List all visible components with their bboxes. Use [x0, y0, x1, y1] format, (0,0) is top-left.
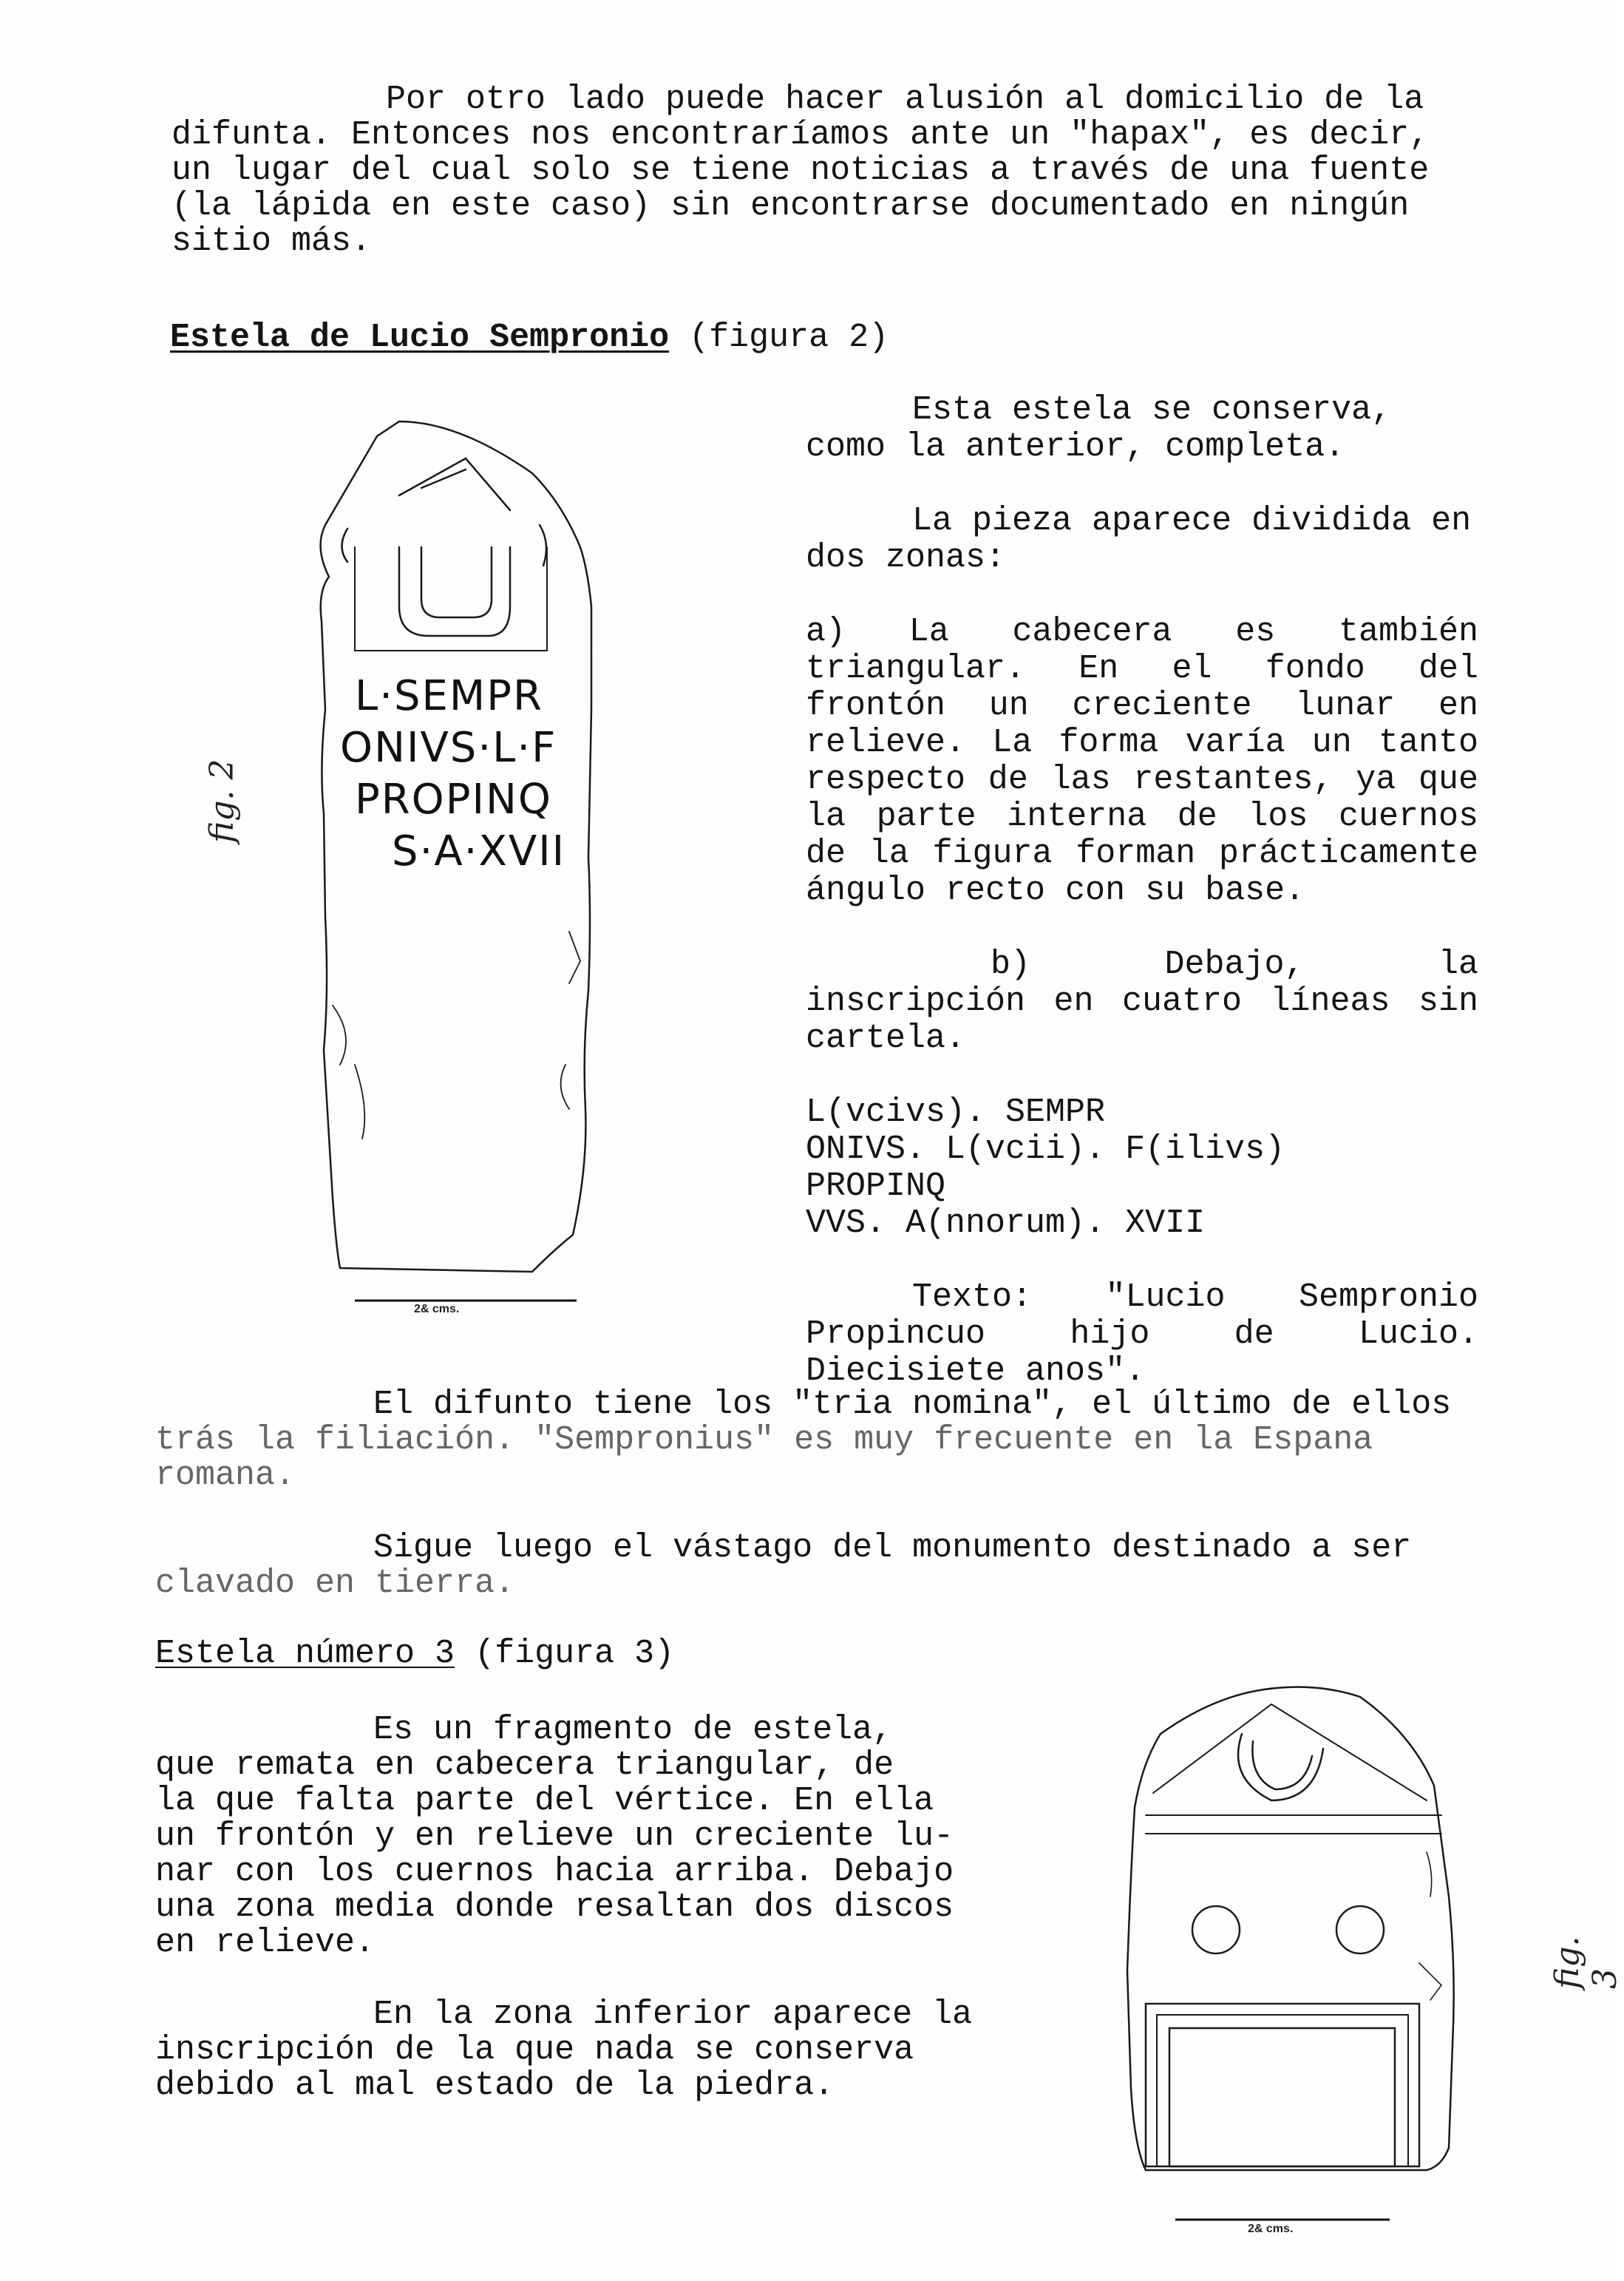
transcription-line-3: PROPINQ — [806, 1167, 946, 1205]
p4-paragraph — [806, 946, 1486, 1057]
section-heading-estela-numero-3 — [155, 1636, 674, 1672]
p3-line-8: ángulo recto con su base. — [806, 872, 1305, 909]
p4-line-2: inscripción en cuatro líneas sin — [806, 983, 1478, 1020]
figure-2-stela-drawing — [310, 399, 606, 1316]
p3-paragraph — [806, 614, 1486, 909]
section-heading-title: Estela de Lucio Sempronio — [170, 319, 670, 356]
section-heading-estela-lucio-sempronio — [170, 319, 889, 356]
s3-p1-line-2: que remata en cabecera triangular, de — [155, 1746, 894, 1784]
intro-line-1: Por otro lado puede hacer alusión al domicilio de la — [386, 81, 1424, 118]
s3-p2-line-2: inscripción de la que nada se conserva — [155, 2031, 914, 2069]
p3-line-1: a) La cabecera es también — [806, 613, 1478, 651]
p1-line-1: Esta estela se conserva, — [912, 391, 1392, 429]
p2-line-1: La pieza aparece dividida en — [912, 502, 1472, 540]
p3-line-6: la parte interna de los cuernos — [806, 798, 1478, 836]
s3-p1-line-1: Es un fragmento de estela, — [373, 1711, 893, 1749]
inscription-line-1: L·SEMPR — [355, 672, 543, 720]
transcription-line-1: L(vcivs). SEMPR — [806, 1094, 1106, 1131]
p1-line-2: como la anterior, completa. — [806, 428, 1345, 466]
figure-3-scale-label: 2& cms. — [1248, 2223, 1294, 2235]
after2-line-2: clavado en tierra. — [155, 1565, 515, 1602]
s3-p1-line-6: una zona media donde resaltan dos discos — [155, 1888, 954, 1926]
p3-line-2: triangular. En el fondo del — [806, 650, 1478, 688]
after2-line-1: Sigue luego el vástago del monumento destinado a ser — [373, 1529, 1412, 1567]
section-3-heading-title: Estela número 3 — [155, 1635, 455, 1672]
inscription-line-4: S·A·XVII — [392, 827, 566, 875]
intro-line-5: sitio más. — [171, 223, 372, 260]
p4-line-1: b) Debajo, la — [991, 946, 1478, 983]
s3-p1-line-4: un frontón y en relieve un creciente lu- — [155, 1817, 954, 1855]
s3-p2-line-1: En la zona inferior aparece la — [373, 1996, 973, 2033]
section-3-heading-figure-ref: (figura 3) — [455, 1635, 675, 1672]
transcription-line-4: VVS. A(nnorum). XVII — [806, 1204, 1206, 1242]
p3-line-4: relieve. La forma varía un tanto — [806, 724, 1478, 762]
inscription-line-2: ONIVS·L·F — [340, 724, 557, 772]
after1-line-2: trás la filiación. "Sempronius" es muy frecuente en la Espana — [155, 1421, 1373, 1459]
s3-p1-line-5: nar con los cuernos hacia arriba. Debajo — [155, 1853, 954, 1891]
translation-line-3: Diecisiete anos". — [806, 1352, 1146, 1390]
p3-line-7: de la figura forman prácticamente — [806, 835, 1478, 872]
s3-p2-line-3: debido al mal estado de la piedra. — [155, 2067, 835, 2104]
transcription-line-2: ONIVS. L(vcii). F(ilivs) — [806, 1131, 1285, 1168]
translation-line-1: Texto: "Lucio Sempronio — [912, 1278, 1478, 1316]
translation-line-2: Propincuo hijo de Lucio. — [806, 1315, 1478, 1353]
figure-3-caption: fig. 3 — [1549, 1936, 1624, 1989]
s3-p1-line-7: en relieve. — [155, 1924, 376, 1962]
translation-block — [806, 1279, 1486, 1390]
intro-line-2: difunta. Entonces nos encontraríamos ante un "hapax", es decir, — [171, 116, 1430, 154]
section-2-right-column — [806, 391, 1486, 1390]
figure-3-stela-drawing — [1116, 1675, 1464, 2192]
p3-line-3: frontón un creciente lunar en — [806, 687, 1478, 725]
p4-line-3: cartela. — [806, 1020, 966, 1057]
figure-2-caption: fig. 2 — [203, 759, 241, 843]
section-heading-figure-ref: (figura 2) — [669, 319, 889, 356]
after1-line-1: El difunto tiene los "tria nomina", el último de ellos — [373, 1386, 1452, 1423]
inscription-line-3: PROPINQ — [355, 776, 553, 824]
figure-2-scale-bar — [355, 1294, 577, 1300]
figure-2-scale-label: 2& cms. — [414, 1303, 460, 1315]
after1-line-3: romana. — [155, 1457, 296, 1494]
p2-line-2: dos zonas: — [806, 539, 1006, 577]
s3-p1-line-3: la que falta parte del vértice. En ella — [155, 1782, 934, 1820]
intro-line-4: (la lápida en este caso) sin encontrarse documentado en ningún — [171, 187, 1410, 225]
figure-3-scale-bar — [1175, 2213, 1390, 2219]
intro-line-3: un lugar del cual solo se tiene noticias a través de una fuente — [171, 152, 1430, 189]
transcription-block — [806, 1094, 1486, 1242]
p3-line-5: respecto de las restantes, ya que — [806, 761, 1478, 799]
